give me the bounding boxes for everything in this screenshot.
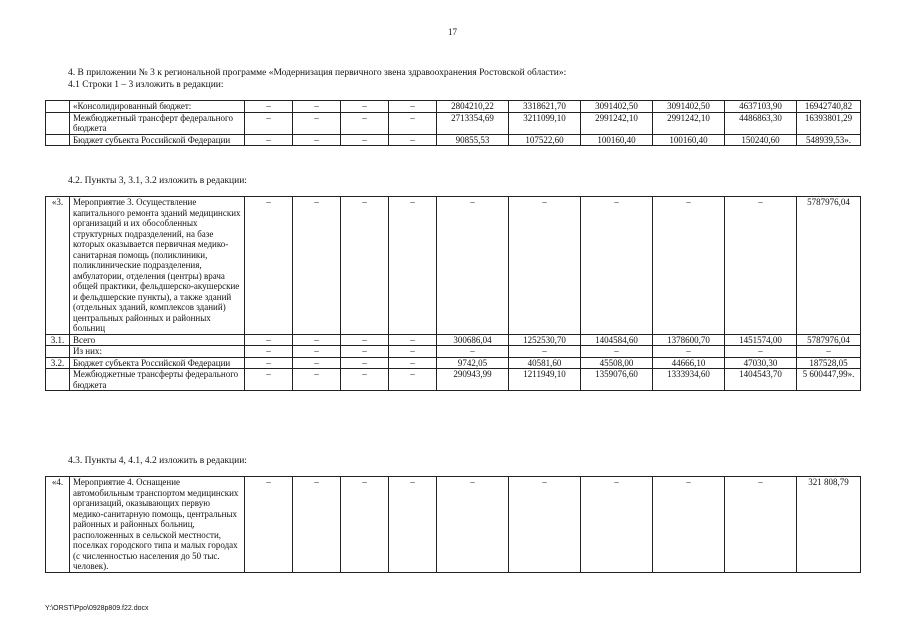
table-rows-1-3 — [45, 100, 861, 146]
cell: – — [341, 134, 389, 146]
table-row — [46, 112, 861, 134]
cell: – — [437, 197, 509, 335]
table-row — [46, 346, 861, 358]
cell: – — [653, 197, 725, 335]
cell: – — [341, 346, 389, 358]
cell: – — [245, 197, 293, 335]
cell: 2991242,10 — [581, 112, 653, 134]
row-name: Из них: — [70, 346, 245, 358]
row-total: 5 600447,99». — [797, 369, 861, 391]
cell: – — [245, 112, 293, 134]
cell: – — [341, 334, 389, 346]
cell: 1252530,70 — [509, 334, 581, 346]
cell: – — [293, 334, 341, 346]
cell: – — [341, 197, 389, 335]
cell: 90855,53 — [437, 134, 509, 146]
row-total: 16942740,82 — [797, 101, 861, 113]
cell: – — [293, 369, 341, 391]
cell: – — [389, 357, 437, 369]
row-name: Всего — [70, 334, 245, 346]
cell: – — [341, 101, 389, 113]
cell: 3091402,50 — [581, 101, 653, 113]
cell: 4486863,30 — [725, 112, 797, 134]
cell: – — [245, 346, 293, 358]
cell: – — [245, 334, 293, 346]
cell: 3091402,50 — [653, 101, 725, 113]
cell: – — [581, 477, 653, 573]
section-heading: 4. В приложении № 3 к региональной программе «Модернизация первичного звена здравоохранения Ростовской области»: — [68, 68, 567, 78]
cell: – — [245, 357, 293, 369]
cell: – — [581, 197, 653, 335]
cell: – — [293, 134, 341, 146]
cell: 3318621,70 — [509, 101, 581, 113]
cell: 290943,99 — [437, 369, 509, 391]
cell: – — [389, 334, 437, 346]
cell: – — [581, 346, 653, 358]
cell: – — [341, 477, 389, 573]
cell: – — [437, 346, 509, 358]
cell: – — [245, 134, 293, 146]
row-number: 3.1. — [46, 334, 70, 346]
cell: – — [389, 477, 437, 573]
cell: 2804210,22 — [437, 101, 509, 113]
cell: 1333934,60 — [653, 369, 725, 391]
cell: – — [245, 369, 293, 391]
cell: – — [293, 112, 341, 134]
table-row — [46, 369, 861, 391]
cell: 100160,40 — [581, 134, 653, 146]
table-items-4 — [45, 476, 861, 573]
cell: – — [341, 357, 389, 369]
cell: 40581,60 — [509, 357, 581, 369]
table-row — [46, 357, 861, 369]
cell: – — [341, 369, 389, 391]
table-row — [46, 477, 861, 573]
row-total: 16393801,29 — [797, 112, 861, 134]
table-row — [46, 101, 861, 113]
row-total: 187528,05 — [797, 357, 861, 369]
cell: 47030,30 — [725, 357, 797, 369]
table-row — [46, 197, 861, 335]
cell: 150240,60 — [725, 134, 797, 146]
subsection-4-2: 4.2. Пункты 3, 3.1, 3.2 изложить в редакции: — [68, 176, 247, 186]
cell: – — [293, 346, 341, 358]
row-number — [46, 346, 70, 358]
table-items-3 — [45, 196, 861, 391]
row-name: Бюджет субъекта Российской Федерации — [70, 134, 245, 146]
row-total: 321 808,79 — [797, 477, 861, 573]
row-total: – — [797, 346, 861, 358]
row-number — [46, 134, 70, 146]
cell: 100160,40 — [653, 134, 725, 146]
cell: 1378600,70 — [653, 334, 725, 346]
row-total: 548939,53». — [797, 134, 861, 146]
row-number — [46, 101, 70, 113]
cell: – — [437, 477, 509, 573]
subsection-4-3: 4.3. Пункты 4, 4.1, 4.2 изложить в редакции: — [68, 456, 247, 466]
cell: 2991242,10 — [653, 112, 725, 134]
cell: – — [653, 477, 725, 573]
cell: 1359076,60 — [581, 369, 653, 391]
cell: 1404543,70 — [725, 369, 797, 391]
cell: – — [389, 101, 437, 113]
cell: – — [725, 197, 797, 335]
cell: 2713354,69 — [437, 112, 509, 134]
cell: – — [245, 477, 293, 573]
row-number: «4. — [46, 477, 70, 573]
row-name: Мероприятие 3. Осуществление капитального ремонта зданий медицинских организаций и их обособленных структурных подразделений, на базе которых оказывается первичная медико-санитарная помощь (поликлиники, поликлинические подразделения, амбулатории, отделения (центры) врача общей практики, фельдшерско-акушерские и фельдшерские пункты), а также зданий (отдельных зданий, комплексов зданий) центральных районных и районных больниц — [70, 197, 245, 335]
cell: 9742,05 — [437, 357, 509, 369]
row-name: Бюджет субъекта Российской Федерации — [70, 357, 245, 369]
cell: – — [293, 197, 341, 335]
cell: – — [725, 477, 797, 573]
row-number: «3. — [46, 197, 70, 335]
row-name: Межбюджетные трансферты федерального бюджета — [70, 369, 245, 391]
cell: – — [245, 101, 293, 113]
subsection-4-1: 4.1 Строки 1 – 3 изложить в редакции: — [68, 80, 224, 90]
row-total: 5787976,04 — [797, 334, 861, 346]
cell: – — [389, 197, 437, 335]
cell: – — [509, 477, 581, 573]
cell: – — [389, 134, 437, 146]
row-number — [46, 112, 70, 134]
cell: – — [341, 112, 389, 134]
table-row — [46, 334, 861, 346]
cell: – — [509, 197, 581, 335]
row-name: «Консолидированный бюджет: — [70, 101, 245, 113]
cell: 1451574,00 — [725, 334, 797, 346]
row-number: 3.2. — [46, 357, 70, 369]
cell: 45508,00 — [581, 357, 653, 369]
cell: – — [293, 101, 341, 113]
cell: – — [293, 357, 341, 369]
cell: 1404584,60 — [581, 334, 653, 346]
table-row — [46, 134, 861, 146]
cell: 1211949,10 — [509, 369, 581, 391]
cell: – — [509, 346, 581, 358]
file-path-footer: Y:\ORST\Ppo\0928p809.f22.docx — [45, 605, 149, 612]
cell: 4637103,90 — [725, 101, 797, 113]
row-name: Межбюджетный трансферт федерального бюджета — [70, 112, 245, 134]
cell: 107522,60 — [509, 134, 581, 146]
cell: – — [389, 346, 437, 358]
row-total: 5787976,04 — [797, 197, 861, 335]
cell: 3211099,10 — [509, 112, 581, 134]
page-number: 17 — [448, 27, 457, 37]
cell: – — [389, 112, 437, 134]
cell: – — [653, 346, 725, 358]
row-number — [46, 369, 70, 391]
cell: – — [293, 477, 341, 573]
row-name: Мероприятие 4. Оснащение автомобильным транспортом медицинских организаций, оказывающих первую медико-санитарную помощь, центральных районных и районных больниц, расположенных в сельской местности, поселках городского типа и малых городах (с численностью населения до 50 тыс. человек). — [70, 477, 245, 573]
cell: – — [725, 346, 797, 358]
cell: – — [389, 369, 437, 391]
cell: 44666,10 — [653, 357, 725, 369]
cell: 300686,04 — [437, 334, 509, 346]
